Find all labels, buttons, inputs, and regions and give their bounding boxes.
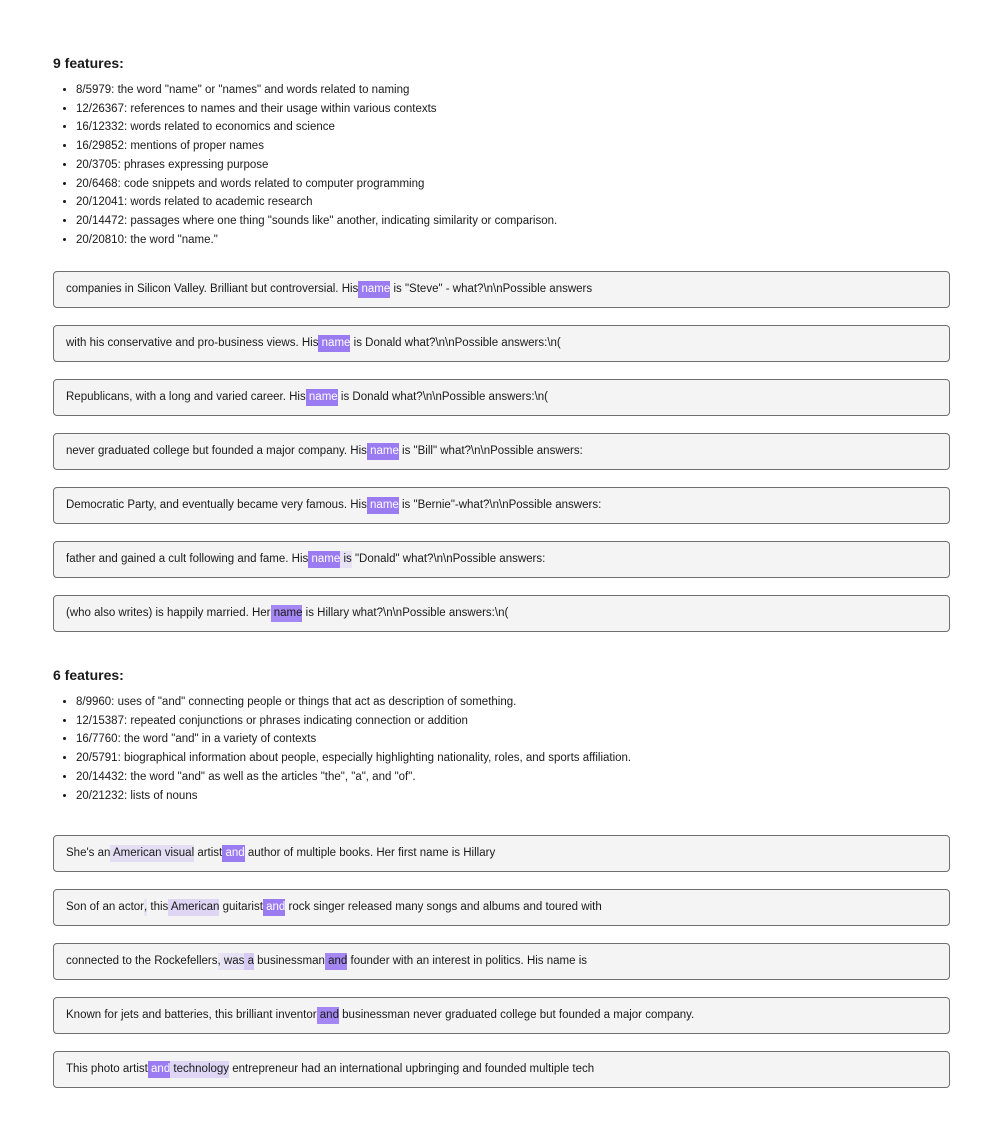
token: is "Bill" what?\n\nPossible answers: — [398, 445, 583, 458]
example-box — [53, 379, 950, 416]
token: never graduated college but founded a major company. His — [66, 445, 367, 458]
example-box — [53, 997, 950, 1034]
token: Democratic Party, and eventually became very famous. His — [66, 499, 367, 512]
token: Republicans, with a long and varied career. His — [66, 391, 306, 404]
feature-item: • 16/29852: mentions of proper names — [76, 137, 950, 156]
token: and — [222, 845, 244, 862]
feature-item: • 20/14472: passages where one thing "sounds like" another, indicating similarity or comparison. — [76, 212, 950, 231]
token: with his conservative and pro-business views. His — [66, 337, 319, 350]
token: is — [340, 551, 352, 568]
token: , — [144, 899, 147, 916]
example-box — [53, 325, 950, 362]
feature-group — [53, 55, 950, 649]
feature-item: • 20/12041: words related to academic research — [76, 193, 950, 212]
token: name — [318, 335, 350, 352]
token: American — [168, 899, 219, 916]
token: is Donald what?\n\nPossible answers:\n( — [337, 391, 548, 404]
token: This photo artist — [66, 1063, 148, 1076]
token: is Hillary what?\n\nPossible answers:\n( — [302, 607, 509, 620]
example-box — [53, 271, 950, 308]
token: and — [148, 1061, 170, 1078]
feature-item: • 20/6468: code snippets and words related to computer programming — [76, 175, 950, 194]
feature-item: • 20/20810: the word "name." — [76, 231, 950, 250]
example-box — [53, 1051, 950, 1088]
token: this — [147, 901, 169, 914]
feature-item: • 16/7760: the word "and" in a variety of contexts — [76, 730, 950, 749]
example-list — [53, 835, 950, 1088]
token: businessman — [253, 955, 325, 968]
token: rock singer released many songs and albums and toured with — [285, 901, 602, 914]
example-box — [53, 889, 950, 926]
token: and — [317, 1007, 339, 1024]
token: is Donald what?\n\nPossible answers:\n( — [350, 337, 561, 350]
token: (who also writes) is happily married. Her — [66, 607, 271, 620]
token: guitarist — [219, 901, 263, 914]
example-box — [53, 595, 950, 632]
token: name — [358, 281, 390, 298]
token: She's an — [66, 847, 111, 860]
token: artist — [194, 847, 223, 860]
token: is "Steve" - what?\n\nPossible answers — [390, 283, 593, 296]
feature-group — [53, 667, 950, 1105]
example-box — [53, 433, 950, 470]
token: author of multiple books. Her first name is Hillary — [244, 847, 496, 860]
feature-list — [53, 81, 950, 249]
token: was — [221, 953, 245, 970]
token: name — [308, 551, 340, 568]
token: Son of an actor — [66, 901, 144, 914]
token: and — [263, 899, 285, 916]
token: companies in Silicon Valley. Brilliant but controversial. His — [66, 283, 359, 296]
token: businessman never graduated college but founded a major company. — [338, 1009, 695, 1022]
example-box — [53, 541, 950, 578]
feature-item: • 20/3705: phrases expressing purpose — [76, 156, 950, 175]
token: name — [367, 443, 399, 460]
group-title: 6 features: — [53, 667, 124, 683]
token: is "Bernie"-what?\n\nPossible answers: — [398, 499, 602, 512]
feature-item: • 20/5791: biographical information about people, especially highlighting nationality, roles, and sports affiliation. — [76, 749, 950, 768]
feature-item: • 8/5979: the word "name" or "names" and words related to naming — [76, 81, 950, 100]
token: , — [218, 953, 221, 970]
group-title: 9 features: — [53, 55, 124, 71]
token: name — [367, 497, 399, 514]
example-list — [53, 271, 950, 632]
token: name — [306, 389, 338, 406]
token: a — [244, 953, 254, 970]
example-box — [53, 487, 950, 524]
token: "Donald" what?\n\nPossible answers: — [351, 553, 546, 566]
feature-item: • 16/12332: words related to economics and science — [76, 118, 950, 137]
token: Known for jets and batteries, this brilliant inventor — [66, 1009, 317, 1022]
token: American visual — [110, 845, 194, 862]
feature-item: • 12/26367: references to names and their usage within various contexts — [76, 100, 950, 119]
feature-item: • 20/21232: lists of nouns — [76, 787, 950, 806]
feature-item: • 12/15387: repeated conjunctions or phrases indicating connection or addition — [76, 712, 950, 731]
token: connected to the Rockefellers — [66, 955, 218, 968]
feature-item: • 20/14432: the word "and" as well as the articles "the", "a", and "of". — [76, 768, 950, 787]
token: and — [325, 953, 347, 970]
token: founder with an interest in politics. His name is — [347, 955, 588, 968]
example-box — [53, 835, 950, 872]
token: father and gained a cult following and fame. His — [66, 553, 309, 566]
token: name — [271, 605, 303, 622]
token: entrepreneur had an international upbringing and founded multiple tech — [229, 1063, 595, 1076]
feature-item: • 8/9960: uses of "and" connecting people or things that act as description of something. — [76, 693, 950, 712]
example-box — [53, 943, 950, 980]
feature-list — [53, 693, 950, 805]
token: technology — [170, 1061, 229, 1078]
